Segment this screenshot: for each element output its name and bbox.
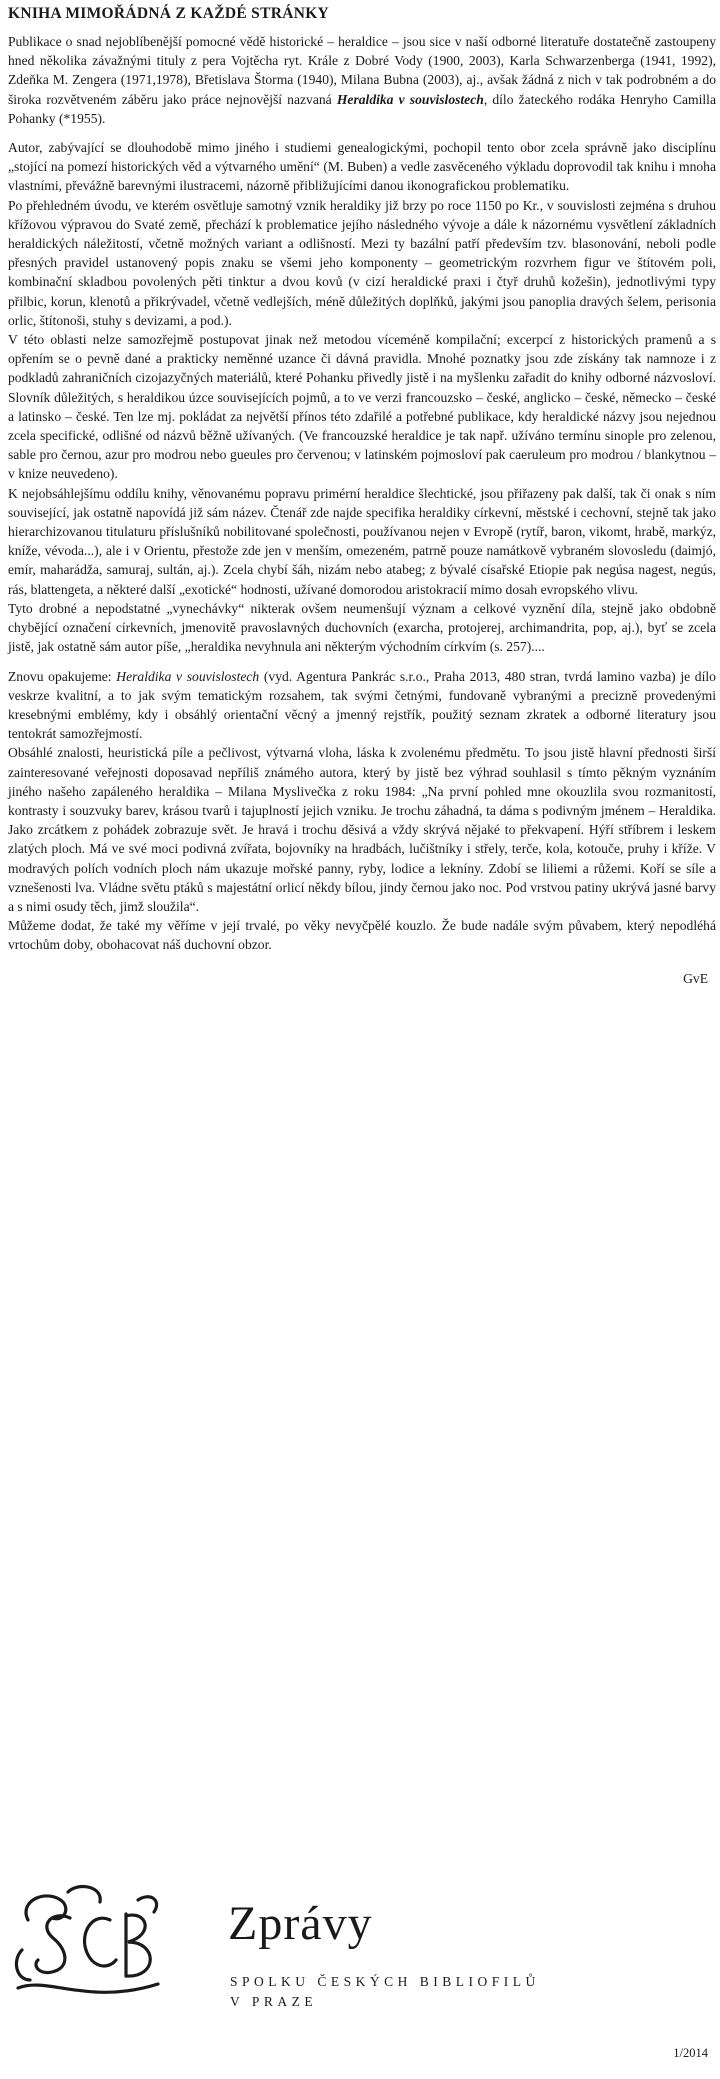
paragraph-6: Tyto drobné a nepodstatné „vynechávky“ nikterak ovšem neumenšují význam a celkové vyznění díla, stejně jako obdobně chybějící označení církevních, jmenovitě pravoslavných duchovních (exarcha, protojerej, archimandrita, pop, aj.), byť se zcela jistě, jak ostatně sám autor píše, „heraldika nevyhnula ani některým východním církvím (s. 257).... [8, 600, 716, 655]
footer [8, 1870, 712, 2070]
paragraph-1-end: , dílo žateckého rodáka Henryho Camilla Pohanky (*1955). [8, 91, 716, 126]
footer-subtitle-line2: V PRAZE [230, 1994, 318, 2009]
paragraph-1-text: Publikace o snad nejoblíbenější pomocné vědě historické – heraldice – jsou sice v naší odborné literatuře dostatečně zastoupeny hned několika závažnými tituly z pera Vojtěcha ryt. Krále z Dobré Vody (1900, 2003), Karla Schwarzenberga (1941, 1992), Zdeňka M. Zengera (1971,1978), Břetislava Štorma (1940), Milana Bubna (2003), aj., avšak žádná z nich v tak podrobném a do široka rozvětveném záběru jako práce nejnovější nazvaná [8, 34, 716, 107]
book-title-italic-2: Heraldika v souvislostech [116, 668, 260, 684]
paragraph-7 [8, 667, 716, 744]
paragraph-2: Autor, zabývající se dlouhodobě mimo jiného i studiemi genealogickými, pochopil tento obor zcela správně jako disciplínu „stojící na pomezí historických věd a výtvarného umění“ (M. Buben) a vedle zasvěceného výkladu doprovodil tak knihu i mnoha vlastními, převážně barevnými ilustracemi, názorně přibližujícími danou ikonografickou problematiku. [8, 140, 716, 194]
issue-number: 1/2014 [673, 2046, 708, 2060]
article-title: KNIHA MIMOŘÁDNÁ Z KAŽDÉ STRÁNKY [8, 5, 330, 22]
paragraph-4: V této oblasti nelze samozřejmě postupovat jinak než metodou víceméně kompilační; excerpcí z historických pramenů a s opřením se o pevně dané a prakticky neměnné uzance či dávná pravidla. Mnohé poznatky jsou zde získány tak namnoze i z podkladů zahraničních cizojazyčných materiálů, které Pohanku přivedly jistě i na myšlenku zařadit do knihy odborné názvosloví. Slovník důležitých, s heraldikou úzce souvisejících pojmů, a to ve verzi francouzsko – české, anglicko – české, německo – české a latinsko – české. Ten lze mj. pokládat za největší přínos této zdařilé a potřebné publikace, kdy heraldické názvy jsou nejednou zcela specifické, odlišné od názvů běžně užívaných. (Ve francouzské heraldice je tak např. užíváno termínu sinople pro zelenou, sable pro černou, azur pro modrou nebo gueules pro červenou; v latinském pojmosloví pak caeruleum pro modrou / blankytnou – v knize neuvedeno). [8, 332, 716, 482]
signature: GvE [683, 970, 708, 986]
paragraph-7-end: (vyd. Agentura Pankrác s.r.o., Praha 2013, 480 stran, tvrdá lamino vazba) je dílo veskrze kvalitní, a to jak svým tematickým rozsahem, tak svými četnými, fundovaně vybranými a precizně provedenými kresebnými emblémy, kdy i obsáhlý orientační věcný a jmenný rejstřík, použitý seznam zkratek a odborné literatury jsou tentokrát samozřejmostí. [8, 668, 716, 742]
paragraph-8: Obsáhlé znalosti, heuristická píle a pečlivost, výtvarná vloha, láska k zvolenému předmětu. To jsou jistě hlavní přednosti širší zainteresované veřejnosti doposavad nepříliš známého autora, který by jistě bez výhrad souhlasil s tímto pěkným vyznáním jiného našeho zapáleného heraldika – Milana Myslivečka z roku 1984: „Na první pohled mne okouzlila svou rozmanitostí, kontrasty i souzvuky barev, krásou tvarů i tajuplností jejich vzniku. Je trochu záhadná, ta dáma s podivným jménem – Heraldika. Jako zrcátkem z pohádek zobrazuje svět. Je hravá i trochu děsivá a vždy skrývá nějaké to překvapení. Hýří stříbrem i leskem zlatých ploch. Má ve své moci podivná zvířata, bojovníky na hradbách, lučištníky i střely, terče, kola, kotouče, pruhy i kříže. V modravých polích vodních ploch nám ukazuje mořské panny, ryby, lodice a lekníny. Zdobí se liliemi a růžemi. Koří se síle a vznešenosti lva. Vládne světu ptáků s majestátní orlicí někdy bílou, jindy černou jako noc. Pod vrstvou patiny ukrývá jasné barvy a s nimi osudy těch, jimž sloužila“. [8, 745, 716, 914]
paragraph-5: K nejobsáhlejšímu oddílu knihy, věnovanému popravu primérní heraldice šlechtické, jsou přiřazeny pak další, tak či onak s ním související, jak ostatně napovídá již sám název. Čtenář zde najde specifika heraldiky církevní, městské i cechovní, stejně tak jako hierarchizovanou titulaturu příslušníků nobilitované společnosti, používanou nejen v Evropě (rytíř, baron, vikomt, hrabě, markýz, kníže, vévoda...), ale i v Orientu, přestože zde jen v menším, omezeném, patrně pouze namátkově vybraném slovosledu (daimjó, emír, maharádža, samuraj, sultán, aj.). Zcela chybí šáh, nizám nebo atabeg; z bývalé císařské Etiopie pak negúsa nagest, negús, rás, blattengeta, a některé další „exotické“ hodnosti, užívané domorodou aristokracií mimo dosah evropského vlivu. [8, 485, 716, 597]
paragraph-1 [8, 32, 716, 128]
footer-subtitle-line1: SPOLKU ČESKÝCH BIBLIOFILŮ [230, 1974, 540, 1989]
book-title-italic: Heraldika v souvislostech [336, 91, 484, 107]
paragraph-9: Můžeme dodat, že také my věříme v její trvalé, po věky nevyčpělé kouzlo. Že bude nadále svým půvabem, který nepodléhá vrtochům doby, obohacovat náš duchovní obzor. [8, 918, 716, 953]
paragraph-3: Po přehledném úvodu, ve kterém osvětluje samotný vznik heraldiky již brzy po roce 1150 po Kr., v souvislosti zejména s druhou křížovou výpravou do Svaté země, přechází k problematice jejího následného vývoje a dále k názornému vysvětlení základních heraldických náležitostí, včetně možných variant a odlišností. Mezi ty bazální patří především tzv. blasonování, neboli podle přesných pravidel ustanovený popis znaku se všemi jeho komponenty – geometrickým rozvrhem figur ve štítovém poli, kombinační skladbou povolených pěti tinktur a dvou kovů (v cizí heraldické praxi i čtyř druhů kožešin), jednotlivými typy přilbic, korun, klenotů a přikrývadel, včetně vedlejších, méně důležitých doplňků, jakými jsou panoplia dravých šelem, perisonia orlic, štítonoši, stuhy s devizami, a pod.). [8, 197, 716, 328]
paragraph-7-start: Znovu opakujeme: [8, 668, 117, 684]
footer-title: Zprávy [228, 1897, 373, 1950]
society-logo-icon [8, 1880, 168, 2010]
